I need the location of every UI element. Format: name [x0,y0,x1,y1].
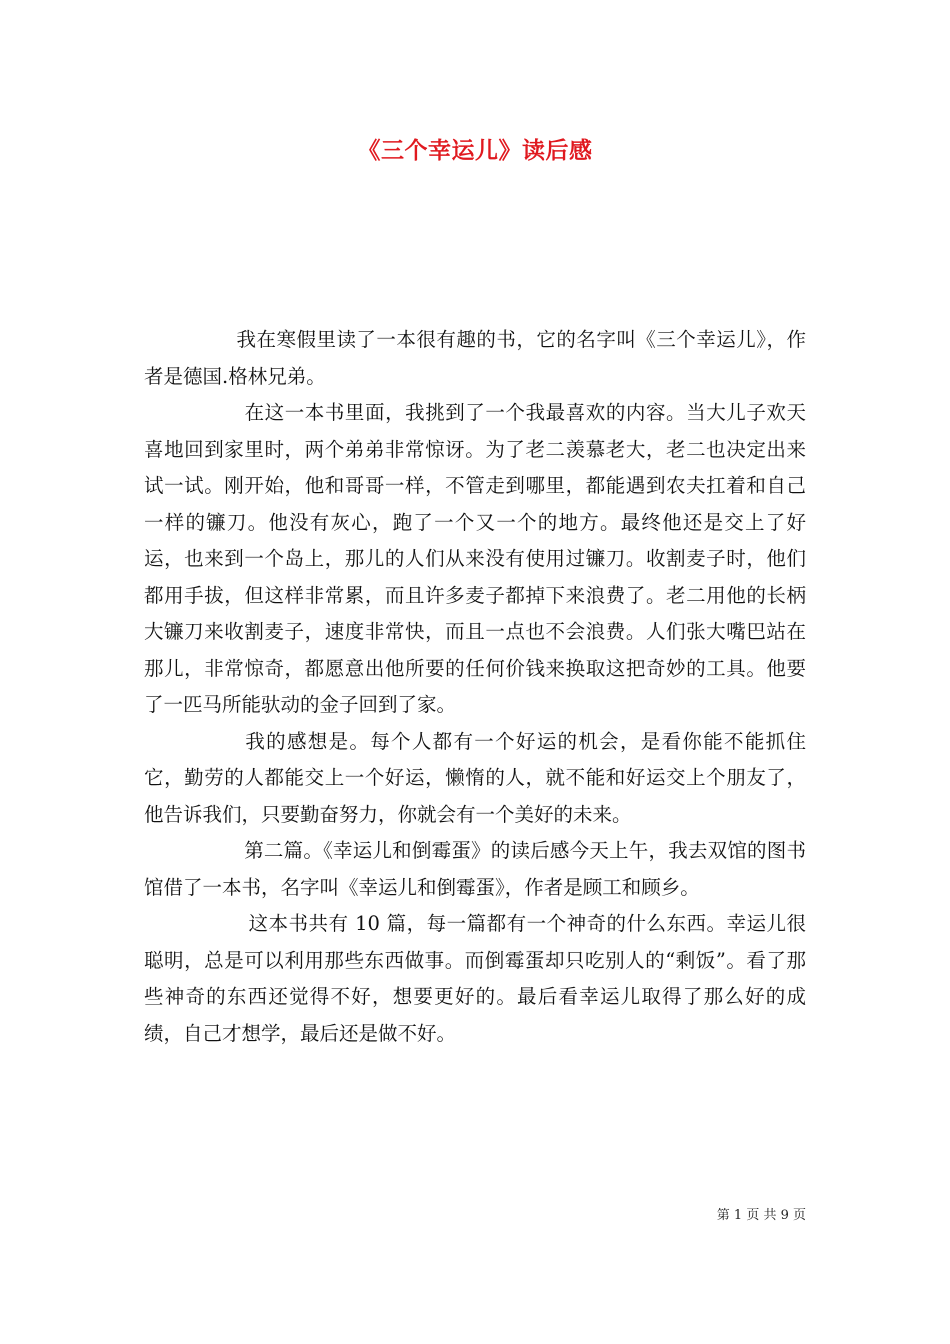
paragraph-3-text: 我的感想是。每个人都有一个好运的机会，是看你能不能抓住它，勤劳的人都能交上一个好运，懒惰的人，就不能和好运交上个朋友了，他告诉我们，只要勤奋努力，你就会有一个美好的未来。 [144,729,806,826]
paragraph-2 [144,395,806,724]
paragraph-5 [144,906,806,1052]
paragraph-4-text: 第二篇。《幸运儿和倒霉蛋》的读后感今天上午，我去双馆的图书馆借了一本书，名字叫《幸运儿和倒霉蛋》，作者是顾工和顾乡。 [144,839,806,899]
document-body [144,322,806,1052]
page-number-footer: 第 1 页 共 9 页 [716,1208,806,1223]
document-title: 《三个幸运儿》读后感 [357,137,593,164]
paragraph-1 [144,322,806,395]
paragraph-2-text: 在这一本书里面，我挑到了一个我最喜欢的内容。当大儿子欢天喜地回到家里时，两个弟弟非常惊讶。为了老二羡慕老大，老二也决定出来试一试。刚开始，他和哥哥一样，不管走到哪里，都能遇到农夫扛着和自己一样的镰刀。他没有灰心，跑了一个又一个的地方。最终他还是交上了好运，也来到一个岛上，那儿的人们从来没有使用过镰刀。收割麦子时，他们都用手拔，但这样非常累，而且许多麦子都掉下来浪费了。老二用他的长柄大镰刀来收割麦子，速度非常快，而且一点也不会浪费。人们张大嘴巴站在那儿，非常惊奇，都愿意出他所要的任何价钱来换取这把奇妙的工具。他要了一匹马所能驮动的金子回到了家。 [144,401,806,716]
paragraph-4 [144,833,806,906]
paragraph-3 [144,724,806,834]
paragraph-5-text: 这本书共有 10 篇，每一篇都有一个神奇的什么东西。幸运儿很聪明，总是可以利用那些东西做事。而倒霉蛋却只吃别人的“剩饭”。看了那些神奇的东西还觉得不好，想要更好的。最后看幸运儿取得了那么好的成绩，自己才想学，最后还是做不好。 [144,912,806,1045]
paragraph-1-text: 我在寒假里读了一本很有趣的书，它的名字叫《三个幸运儿》，作者是德国.格林兄弟。 [144,328,806,388]
